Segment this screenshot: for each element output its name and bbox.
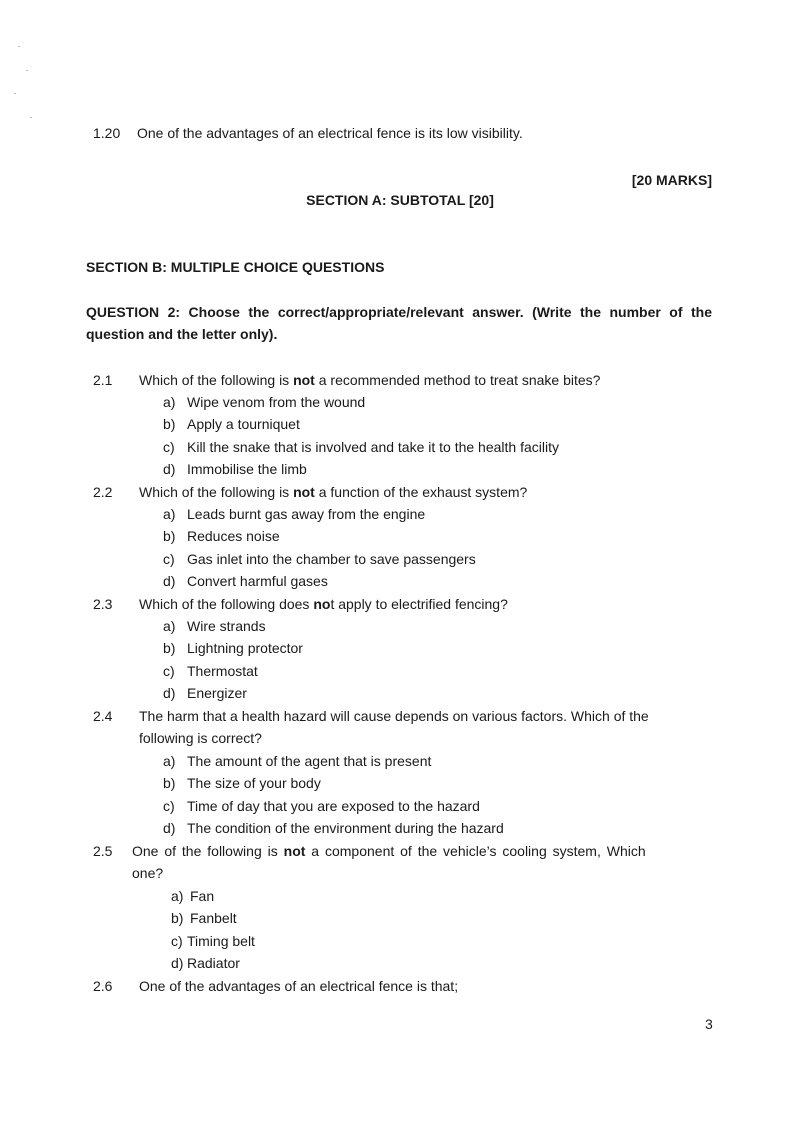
question-number: 2.2 xyxy=(93,484,113,500)
page-number: 3 xyxy=(705,1016,713,1032)
option-text: Immobilise the limb xyxy=(187,461,307,477)
option-letter: c) xyxy=(171,933,183,949)
option-letter: d) xyxy=(163,461,176,477)
option-letter: c) xyxy=(163,439,175,455)
question-number: 2.4 xyxy=(93,708,113,724)
question-text: Which of the following does not apply to electrified fencing? xyxy=(139,596,508,612)
option-text: Wipe venom from the wound xyxy=(187,394,366,410)
option-letter: d) xyxy=(163,573,176,589)
option-text: Wire strands xyxy=(187,618,266,634)
option-text: Leads burnt gas away from the engine xyxy=(187,506,426,522)
scan-mark xyxy=(14,93,16,94)
scan-mark xyxy=(30,117,32,118)
option-text: Convert harmful gases xyxy=(187,573,328,589)
question-text-cont: following is correct? xyxy=(139,730,262,746)
option-text: Fan xyxy=(190,888,215,904)
marks-label: [20 MARKS] xyxy=(631,172,712,188)
option-letter: b) xyxy=(163,528,176,544)
option-text: Thermostat xyxy=(187,663,258,679)
question-text: One of the following is not a component of the vehicle’s cooling system, Which xyxy=(132,843,646,859)
question-number: 2.5 xyxy=(93,843,113,859)
option-letter: d) xyxy=(171,955,184,971)
option-letter: a) xyxy=(171,888,184,904)
option-letter: d) xyxy=(163,685,176,701)
option-text: The size of your body xyxy=(187,775,321,791)
question-number: 2.1 xyxy=(93,372,113,388)
scan-mark xyxy=(18,46,20,47)
option-letter: b) xyxy=(171,910,184,926)
question-number: 2.6 xyxy=(93,978,113,994)
question-text: One of the advantages of an electrical fence is its low visibility. xyxy=(137,125,523,141)
option-text: The condition of the environment during the hazard xyxy=(187,820,504,836)
option-letter: a) xyxy=(163,753,176,769)
option-letter: c) xyxy=(163,663,175,679)
question-number: 1.20 xyxy=(93,125,121,141)
question-number: 2.3 xyxy=(93,596,113,612)
option-letter: a) xyxy=(163,618,176,634)
option-letter: a) xyxy=(163,394,176,410)
question-2-instruction: QUESTION 2: Choose the correct/appropriate/relevant answer. (Write the number of the xyxy=(86,304,712,320)
option-letter: a) xyxy=(163,506,176,522)
question-text: Which of the following is not a recommended method to treat snake bites? xyxy=(139,372,601,388)
option-text: Energizer xyxy=(187,685,247,701)
option-text: Fanbelt xyxy=(190,910,237,926)
option-letter: b) xyxy=(163,775,176,791)
option-text: Timing belt xyxy=(187,933,255,949)
question-text-cont: one? xyxy=(132,865,164,881)
option-text: Radiator xyxy=(187,955,240,971)
scan-mark xyxy=(26,70,28,71)
option-letter: c) xyxy=(163,798,175,814)
option-text: Reduces noise xyxy=(187,528,280,544)
option-letter: d) xyxy=(163,820,176,836)
question-text: The harm that a health hazard will cause depends on various factors. Which of the xyxy=(139,708,649,724)
option-letter: b) xyxy=(163,640,176,656)
section-b-heading: SECTION B: MULTIPLE CHOICE QUESTIONS xyxy=(86,259,385,275)
option-letter: c) xyxy=(163,551,175,567)
option-text: Time of day that you are exposed to the hazard xyxy=(187,798,480,814)
option-text: Apply a tourniquet xyxy=(187,416,300,432)
section-a-subtotal: SECTION A: SUBTOTAL [20] xyxy=(306,192,494,208)
question-text: One of the advantages of an electrical fence is that; xyxy=(139,978,459,994)
question-text: Which of the following is not a function of the exhaust system? xyxy=(139,484,528,500)
option-text: Gas inlet into the chamber to save passengers xyxy=(187,551,476,567)
option-letter: b) xyxy=(163,416,176,432)
question-2-instruction-cont: question and the letter only). xyxy=(86,326,278,342)
option-text: Lightning protector xyxy=(187,640,303,656)
option-text: Kill the snake that is involved and take it to the health facility xyxy=(187,439,559,455)
option-text: The amount of the agent that is present xyxy=(187,753,432,769)
